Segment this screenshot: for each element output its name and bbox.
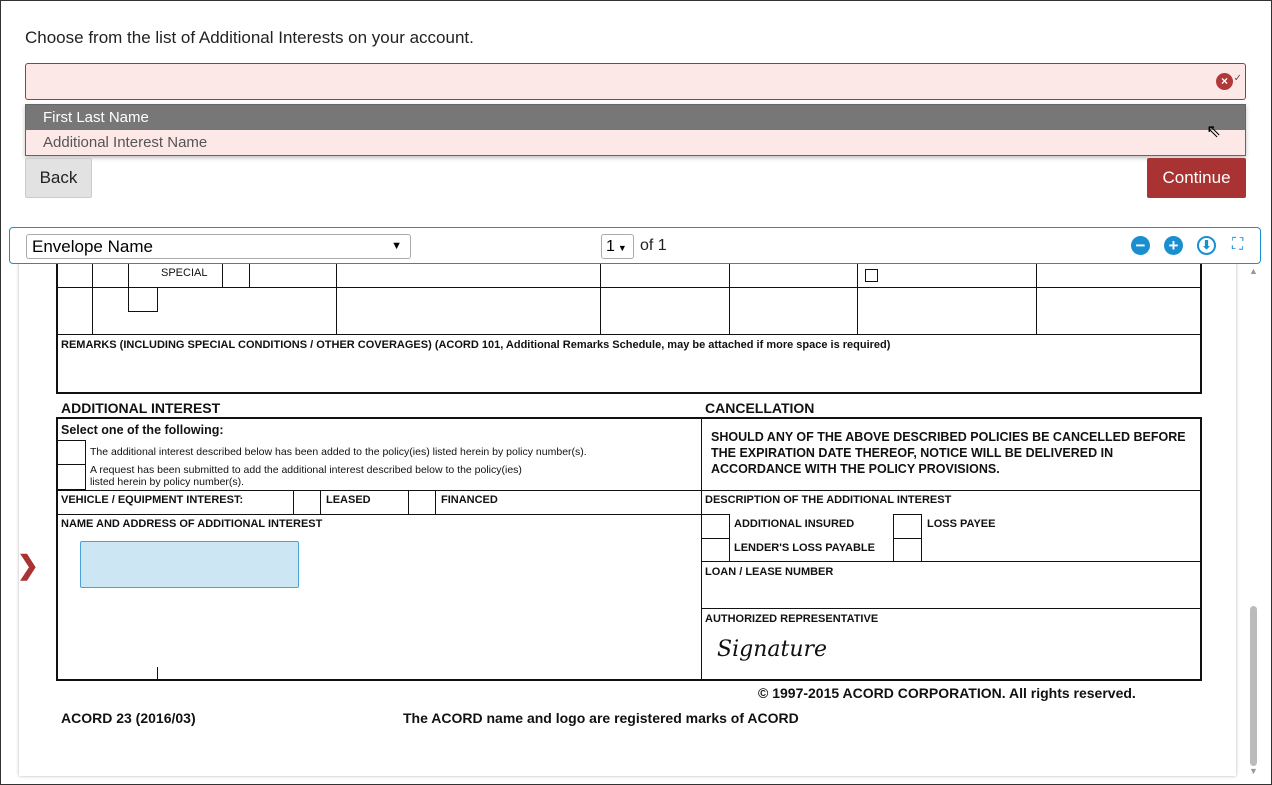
chevron-down-icon[interactable]: ✓ bbox=[1233, 73, 1242, 84]
scroll-down-icon[interactable]: ▼ bbox=[1249, 766, 1258, 776]
copyright-text: © 1997-2015 ACORD CORPORATION. All rights reserved. bbox=[758, 685, 1136, 701]
name-address-input[interactable] bbox=[80, 541, 299, 588]
option-first-last-name[interactable]: First Last Name bbox=[26, 105, 1245, 130]
trademark-text: The ACORD name and logo are registered marks of ACORD bbox=[403, 710, 799, 726]
financed-label: FINANCED bbox=[441, 494, 498, 506]
signature: Signature bbox=[717, 637, 828, 662]
checkbox-group[interactable] bbox=[57, 440, 86, 490]
zoom-in-icon[interactable]: + bbox=[1164, 236, 1183, 255]
form-id: ACORD 23 (2016/03) bbox=[61, 710, 196, 726]
scrollbar[interactable] bbox=[1246, 266, 1261, 778]
chevron-down-icon: ▼ bbox=[617, 243, 627, 253]
zoom-out-icon[interactable]: − bbox=[1131, 236, 1150, 255]
form-page bbox=[19, 259, 1236, 776]
name-address-label: NAME AND ADDRESS OF ADDITIONAL INTEREST bbox=[61, 518, 323, 530]
download-icon[interactable]: ⬇ bbox=[1197, 236, 1216, 255]
page-count: of 1 bbox=[640, 237, 667, 254]
option-request-text: A request has been submitted to add the additional interest described below to the policy(ies) bbox=[90, 464, 522, 476]
mouse-cursor-icon: ⇖ bbox=[1206, 121, 1222, 141]
fullscreen-icon[interactable]: ⛶ bbox=[1232, 236, 1244, 253]
chevron-down-icon: ▼ bbox=[391, 240, 402, 252]
leased-label: LEASED bbox=[326, 494, 371, 506]
cancellation-heading: CANCELLATION bbox=[705, 400, 815, 416]
vehicle-label: VEHICLE / EQUIPMENT INTEREST: bbox=[61, 494, 244, 506]
additional-interest-combobox[interactable] bbox=[25, 63, 1246, 100]
page-select[interactable] bbox=[601, 234, 634, 259]
dropdown-list bbox=[25, 104, 1246, 156]
prompt-label: Choose from the list of Additional Interests on your account. bbox=[25, 28, 474, 47]
lenders-loss-payable-label: LENDER'S LOSS PAYABLE bbox=[734, 542, 875, 554]
special-label: SPECIAL bbox=[161, 267, 208, 279]
select-one-label: Select one of the following: bbox=[61, 423, 224, 437]
document-viewer bbox=[19, 259, 1236, 776]
additional-insured-label: ADDITIONAL INSURED bbox=[734, 518, 855, 530]
continue-button[interactable]: Continue bbox=[1147, 158, 1246, 198]
loan-lease-number-label: LOAN / LEASE NUMBER bbox=[705, 566, 834, 578]
scroll-up-icon[interactable]: ▲ bbox=[1249, 266, 1258, 276]
authorized-representative-label: AUTHORIZED REPRESENTATIVE bbox=[705, 613, 879, 625]
page-value: 1 bbox=[606, 238, 615, 255]
current-field-marker-icon: ❯ bbox=[17, 550, 39, 580]
remarks-label: REMARKS (INCLUDING SPECIAL CONDITIONS / OTHER COVERAGES) (ACORD 101, Additional Remarks Schedule, may be attached if more space is required) bbox=[61, 339, 891, 351]
clear-icon[interactable]: × bbox=[1216, 73, 1233, 90]
loss-payee-label: LOSS PAYEE bbox=[927, 518, 996, 530]
scrollbar-thumb[interactable] bbox=[1250, 606, 1257, 766]
description-label: DESCRIPTION OF THE ADDITIONAL INTEREST bbox=[705, 494, 952, 506]
envelope-select[interactable] bbox=[26, 234, 411, 259]
option-additional-interest-name[interactable]: Additional Interest Name bbox=[26, 130, 1245, 155]
option-request-text-2: listed herein by policy number(s). bbox=[90, 476, 245, 488]
envelope-value: Envelope Name bbox=[32, 237, 153, 256]
viewer-toolbar bbox=[9, 227, 1261, 264]
checkbox[interactable] bbox=[865, 269, 878, 282]
additional-interest-heading: ADDITIONAL INTEREST bbox=[61, 400, 221, 416]
back-button[interactable]: Back bbox=[25, 158, 92, 198]
option-added-text: The additional interest described below has been added to the policy(ies) listed herein by policy number(s). bbox=[90, 446, 587, 458]
cancellation-text: SHOULD ANY OF THE ABOVE DESCRIBED POLICIES BE CANCELLED BEFORE THE EXPIRATION DATE THEREOF, NOTICE WILL BE DELIVERED IN ACCORDANCE WITH THE POLICY PROVISIONS. bbox=[711, 430, 1186, 476]
